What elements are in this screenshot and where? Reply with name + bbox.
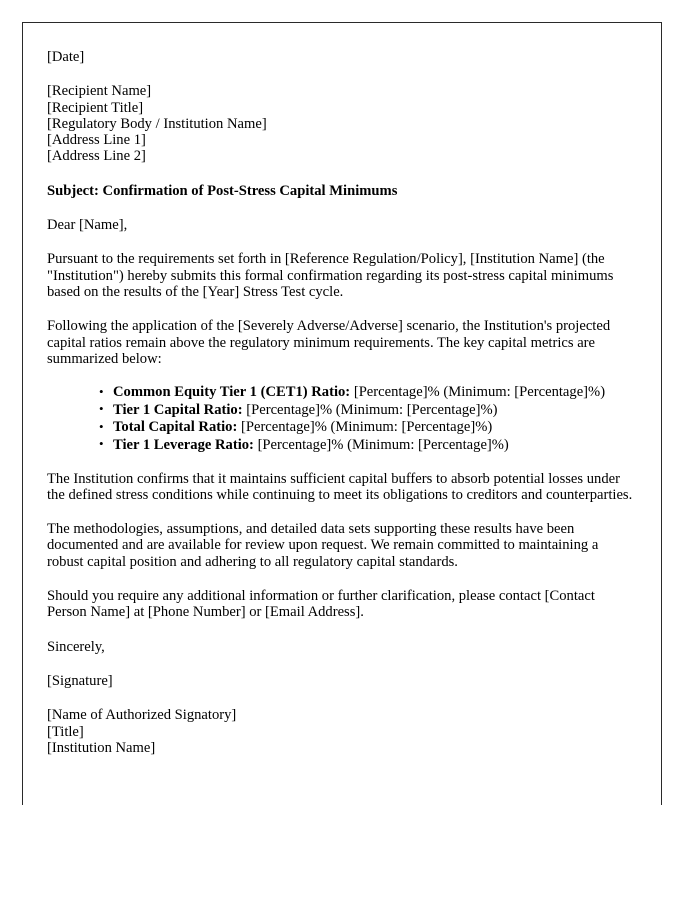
recipient-title-line: [Recipient Title] bbox=[47, 99, 144, 116]
metric-value: [Percentage]% (Minimum: [Percentage]%) bbox=[257, 436, 509, 453]
signatory-block bbox=[47, 707, 633, 756]
paragraph-methodology: The methodologies, assumptions, and detailed data sets supporting these results have been documented and are available for review upon request. We remain committed to maintaining a robust capital position and adhering to all regulatory capital standards. bbox=[47, 521, 599, 570]
valediction: Sincerely, bbox=[47, 638, 105, 655]
metric-label: Tier 1 Capital Ratio: bbox=[113, 401, 243, 418]
letter-content bbox=[23, 23, 661, 756]
metric-value: [Percentage]% (Minimum: [Percentage]%) bbox=[246, 401, 498, 418]
capital-metrics-list bbox=[47, 385, 633, 452]
recipient-address-block bbox=[47, 83, 633, 164]
list-item bbox=[99, 385, 633, 400]
recipient-address-line-1: [Address Line 1] bbox=[47, 132, 146, 149]
list-item bbox=[99, 438, 633, 453]
date-line: [Date] bbox=[47, 49, 85, 65]
paragraph-scenario: Following the application of the [Severely Adverse/Adverse] scenario, the Institution's projected capital ratios remain above the regulatory minimum requirements. The key capital metrics are summarized below: bbox=[47, 318, 611, 367]
metric-label: Common Equity Tier 1 (CET1) Ratio: bbox=[113, 384, 351, 401]
date-block bbox=[47, 49, 633, 65]
signatory-name-line: [Name of Authorized Signatory] bbox=[47, 707, 237, 724]
recipient-address-line-2: [Address Line 2] bbox=[47, 148, 146, 165]
signatory-institution-line: [Institution Name] bbox=[47, 739, 156, 756]
paragraph-intro: Pursuant to the requirements set forth in [Reference Regulation/Policy], [Institution Name] (the "Institution") hereby submits this formal confirmation regarding its post-stress capital minimums based on the results of the [Year] Stress Test cycle. bbox=[47, 251, 614, 300]
letter-page-frame bbox=[22, 22, 662, 805]
recipient-organization-line: [Regulatory Body / Institution Name] bbox=[47, 115, 267, 132]
metric-value: [Percentage]% (Minimum: [Percentage]%) bbox=[240, 419, 493, 436]
metric-value: [Percentage]% (Minimum: [Percentage]%) bbox=[353, 384, 606, 401]
subject-line: Subject: Confirmation of Post-Stress Capital Minimums bbox=[47, 182, 398, 199]
signature-placeholder: [Signature] bbox=[47, 672, 113, 689]
metric-label: Tier 1 Leverage Ratio: bbox=[113, 436, 254, 453]
paragraph-buffers: The Institution confirms that it maintains sufficient capital buffers to absorb potential losses under the defined stress conditions while continuing to meet its obligations to creditors and counterparties. bbox=[47, 470, 633, 503]
metric-label: Total Capital Ratio: bbox=[113, 419, 238, 436]
salutation: Dear [Name], bbox=[47, 217, 128, 234]
paragraph-contact: Should you require any additional information or further clarification, please contact [Contact Person Name] at [Phone Number] or [Email Address]. bbox=[47, 588, 595, 621]
list-item bbox=[99, 403, 633, 418]
signatory-title-line: [Title] bbox=[47, 723, 84, 740]
list-item bbox=[99, 420, 633, 435]
recipient-name-line: [Recipient Name] bbox=[47, 83, 152, 100]
